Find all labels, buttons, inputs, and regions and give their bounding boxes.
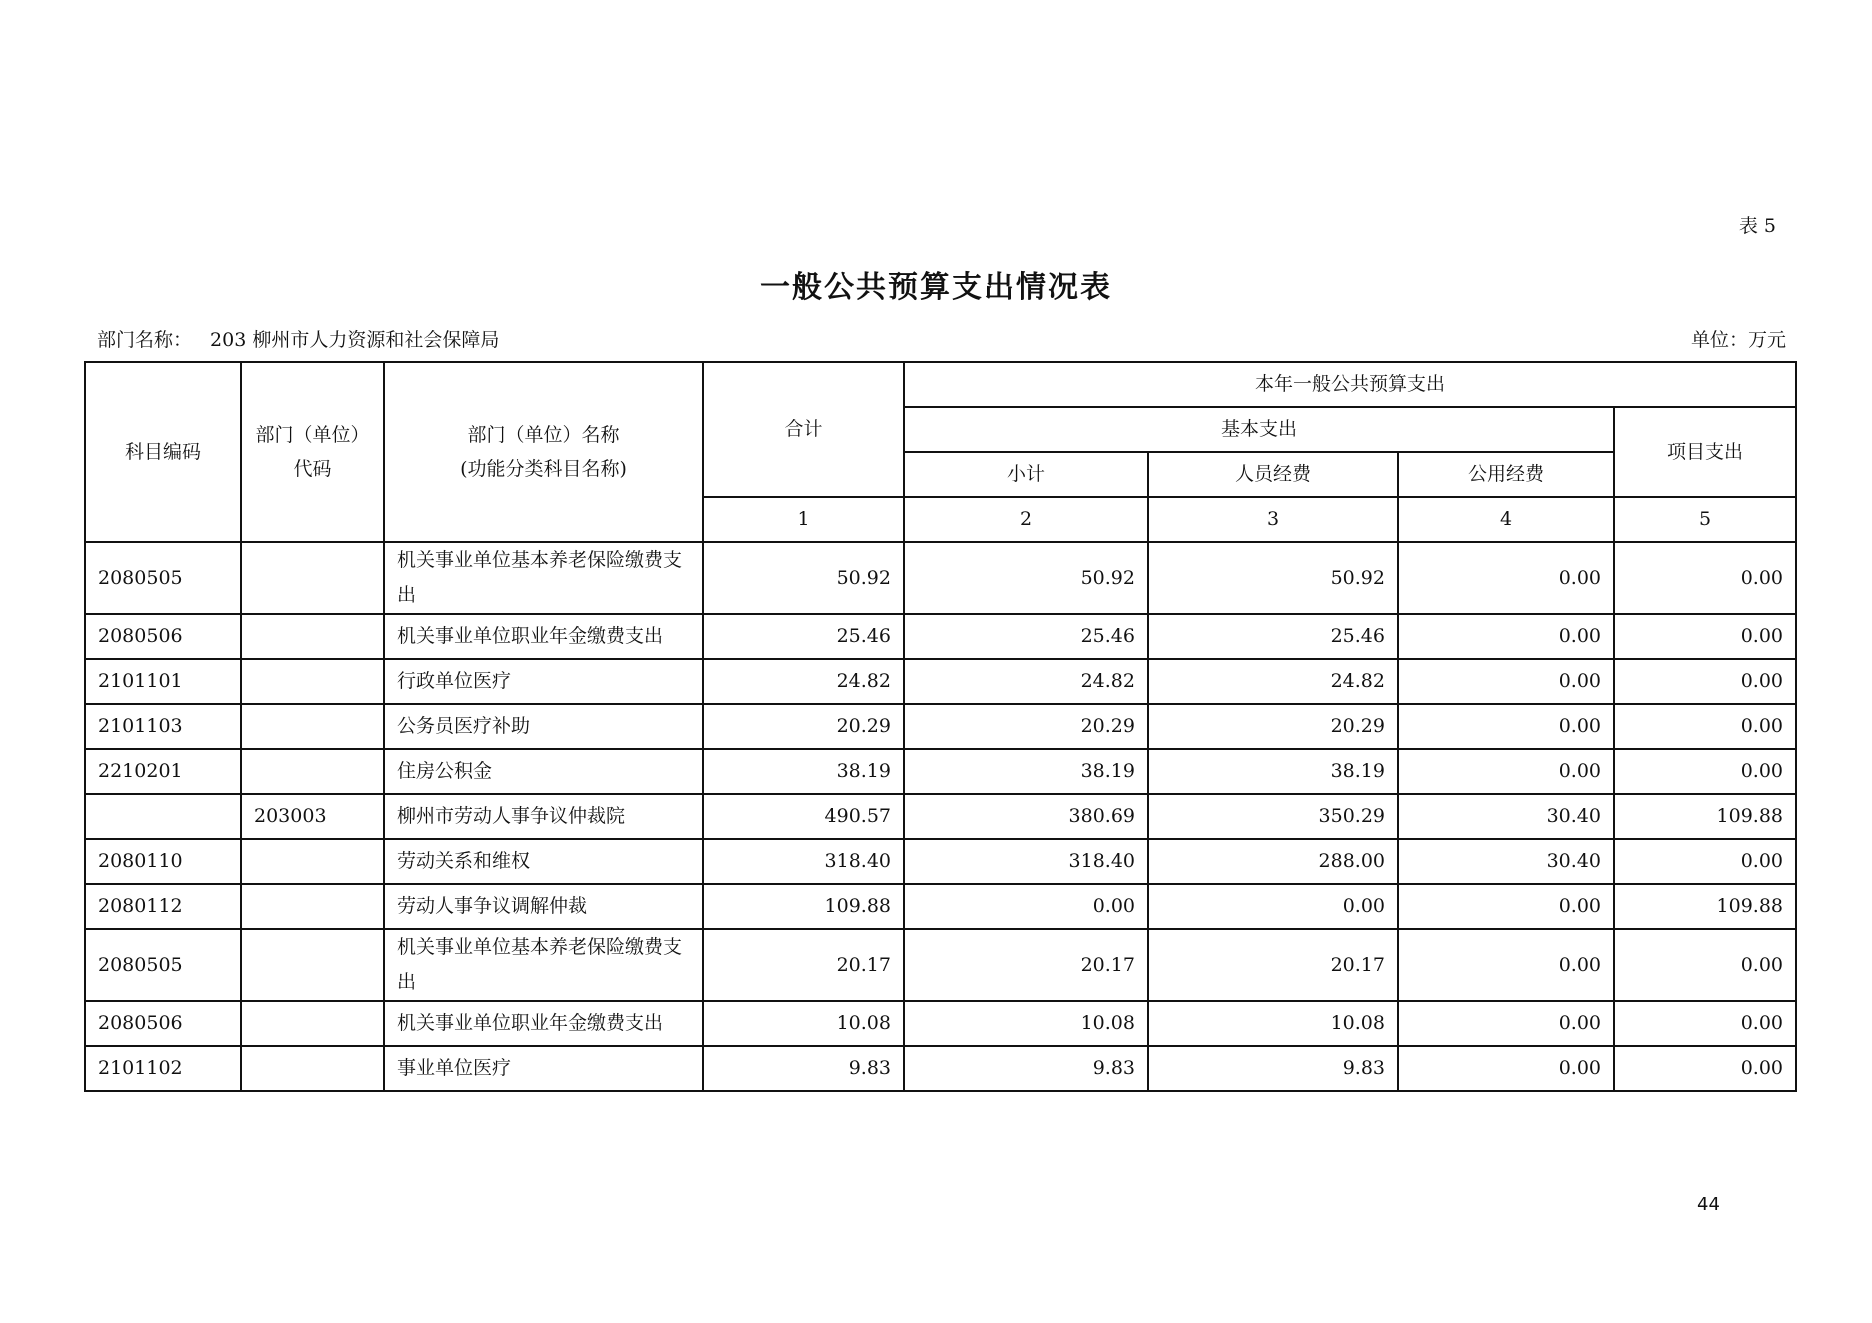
cell-subtotal: 9.83 <box>904 1046 1148 1091</box>
cell-subtotal: 25.46 <box>904 614 1148 659</box>
cell-public: 30.40 <box>1398 794 1614 839</box>
cell-dept-code <box>241 704 384 749</box>
cell-dept-name: 住房公积金 <box>384 749 703 794</box>
table-row <box>85 704 1796 749</box>
cell-total: 20.29 <box>703 704 904 749</box>
department-line <box>97 325 499 352</box>
cell-personnel: 9.83 <box>1148 1046 1398 1091</box>
cell-subject-code <box>85 794 241 839</box>
department-label: 部门名称： <box>97 329 193 351</box>
cell-dept-code <box>241 542 384 614</box>
cell-subtotal: 380.69 <box>904 794 1148 839</box>
cell-public: 30.40 <box>1398 839 1614 884</box>
cell-dept-name: 行政单位医疗 <box>384 659 703 704</box>
unit-label: 单位：万元 <box>1690 329 1786 351</box>
cell-dept-name: 公务员医疗补助 <box>384 704 703 749</box>
header-dept-name-main: 部门（单位）名称 <box>467 424 620 446</box>
department-name: 203 柳州市人力资源和社会保障局 <box>210 329 500 351</box>
cell-dept-code <box>241 749 384 794</box>
cell-project: 109.88 <box>1614 884 1796 929</box>
table-row <box>85 1046 1796 1091</box>
cell-dept-name: 事业单位医疗 <box>384 1046 703 1091</box>
cell-personnel: 0.00 <box>1148 884 1398 929</box>
table-row <box>85 794 1796 839</box>
cell-dept-code <box>241 1001 384 1046</box>
cell-subtotal: 20.29 <box>904 704 1148 749</box>
cell-dept-code <box>241 659 384 704</box>
cell-public: 0.00 <box>1398 749 1614 794</box>
cell-subtotal: 0.00 <box>904 884 1148 929</box>
header-project: 项目支出 <box>1614 407 1796 497</box>
cell-dept-name: 柳州市劳动人事争议仲裁院 <box>384 794 703 839</box>
cell-total: 20.17 <box>703 929 904 1001</box>
cell-subtotal: 38.19 <box>904 749 1148 794</box>
page-number: 44 <box>1697 1194 1720 1215</box>
cell-personnel: 20.17 <box>1148 929 1398 1001</box>
cell-project: 109.88 <box>1614 794 1796 839</box>
header-total: 合计 <box>703 362 904 497</box>
table-number: 表 5 <box>1738 215 1776 237</box>
header-col-1: 1 <box>703 497 904 542</box>
cell-subtotal: 318.40 <box>904 839 1148 884</box>
header-col-3: 3 <box>1148 497 1398 542</box>
table-row <box>85 929 1796 1001</box>
cell-personnel: 10.08 <box>1148 1001 1398 1046</box>
cell-dept-name: 机关事业单位基本养老保险缴费支出 <box>384 542 703 614</box>
cell-subject-code: 2101102 <box>85 1046 241 1091</box>
cell-personnel: 25.46 <box>1148 614 1398 659</box>
cell-total: 50.92 <box>703 542 904 614</box>
budget-table <box>84 361 1797 1092</box>
cell-dept-code <box>241 884 384 929</box>
cell-public: 0.00 <box>1398 704 1614 749</box>
table-row <box>85 884 1796 929</box>
cell-subject-code: 2080506 <box>85 1001 241 1046</box>
table-row <box>85 839 1796 884</box>
cell-total: 9.83 <box>703 1046 904 1091</box>
header-subtotal: 小计 <box>904 452 1148 497</box>
header-public: 公用经费 <box>1398 452 1614 497</box>
header-col-4: 4 <box>1398 497 1614 542</box>
cell-subject-code: 2080112 <box>85 884 241 929</box>
cell-public: 0.00 <box>1398 884 1614 929</box>
cell-dept-code: 203003 <box>241 794 384 839</box>
table-row <box>85 749 1796 794</box>
cell-subtotal: 24.82 <box>904 659 1148 704</box>
header-dept-code: 部门（单位）代码 <box>241 362 384 542</box>
cell-project: 0.00 <box>1614 929 1796 1001</box>
cell-subject-code: 2080110 <box>85 839 241 884</box>
cell-total: 318.40 <box>703 839 904 884</box>
cell-subject-code: 2080505 <box>85 929 241 1001</box>
cell-project: 0.00 <box>1614 1046 1796 1091</box>
cell-public: 0.00 <box>1398 542 1614 614</box>
table-row <box>85 542 1796 614</box>
cell-dept-code <box>241 614 384 659</box>
cell-personnel: 24.82 <box>1148 659 1398 704</box>
cell-dept-name: 机关事业单位基本养老保险缴费支出 <box>384 929 703 1001</box>
cell-total: 10.08 <box>703 1001 904 1046</box>
cell-dept-name: 机关事业单位职业年金缴费支出 <box>384 1001 703 1046</box>
header-dept-name-sub: (功能分类科目名称) <box>460 458 627 480</box>
cell-project: 0.00 <box>1614 839 1796 884</box>
cell-subject-code: 2080506 <box>85 614 241 659</box>
header-personnel: 人员经费 <box>1148 452 1398 497</box>
cell-project: 0.00 <box>1614 749 1796 794</box>
cell-public: 0.00 <box>1398 659 1614 704</box>
cell-subtotal: 10.08 <box>904 1001 1148 1046</box>
cell-total: 38.19 <box>703 749 904 794</box>
cell-public: 0.00 <box>1398 1046 1614 1091</box>
cell-subtotal: 50.92 <box>904 542 1148 614</box>
cell-personnel: 350.29 <box>1148 794 1398 839</box>
cell-personnel: 38.19 <box>1148 749 1398 794</box>
cell-dept-code <box>241 929 384 1001</box>
table-row <box>85 659 1796 704</box>
cell-subtotal: 20.17 <box>904 929 1148 1001</box>
cell-project: 0.00 <box>1614 659 1796 704</box>
cell-public: 0.00 <box>1398 614 1614 659</box>
cell-dept-name: 机关事业单位职业年金缴费支出 <box>384 614 703 659</box>
cell-public: 0.00 <box>1398 1001 1614 1046</box>
cell-subject-code: 2101101 <box>85 659 241 704</box>
header-subject-code: 科目编码 <box>85 362 241 542</box>
cell-total: 490.57 <box>703 794 904 839</box>
cell-subject-code: 2080505 <box>85 542 241 614</box>
cell-personnel: 20.29 <box>1148 704 1398 749</box>
table-row <box>85 1001 1796 1046</box>
cell-subject-code: 2101103 <box>85 704 241 749</box>
document-title: 一般公共预算支出情况表 <box>760 270 1112 305</box>
cell-project: 0.00 <box>1614 542 1796 614</box>
cell-total: 109.88 <box>703 884 904 929</box>
cell-personnel: 50.92 <box>1148 542 1398 614</box>
header-col-5: 5 <box>1614 497 1796 542</box>
cell-dept-name: 劳动人事争议调解仲裁 <box>384 884 703 929</box>
cell-public: 0.00 <box>1398 929 1614 1001</box>
header-basic: 基本支出 <box>904 407 1614 452</box>
cell-total: 25.46 <box>703 614 904 659</box>
cell-project: 0.00 <box>1614 614 1796 659</box>
cell-project: 0.00 <box>1614 704 1796 749</box>
table-row <box>85 614 1796 659</box>
header-col-2: 2 <box>904 497 1148 542</box>
cell-personnel: 288.00 <box>1148 839 1398 884</box>
cell-subject-code: 2210201 <box>85 749 241 794</box>
cell-total: 24.82 <box>703 659 904 704</box>
cell-project: 0.00 <box>1614 1001 1796 1046</box>
cell-dept-code <box>241 839 384 884</box>
cell-dept-code <box>241 1046 384 1091</box>
cell-dept-name: 劳动关系和维权 <box>384 839 703 884</box>
header-group: 本年一般公共预算支出 <box>904 362 1796 407</box>
header-dept-name <box>384 362 703 542</box>
